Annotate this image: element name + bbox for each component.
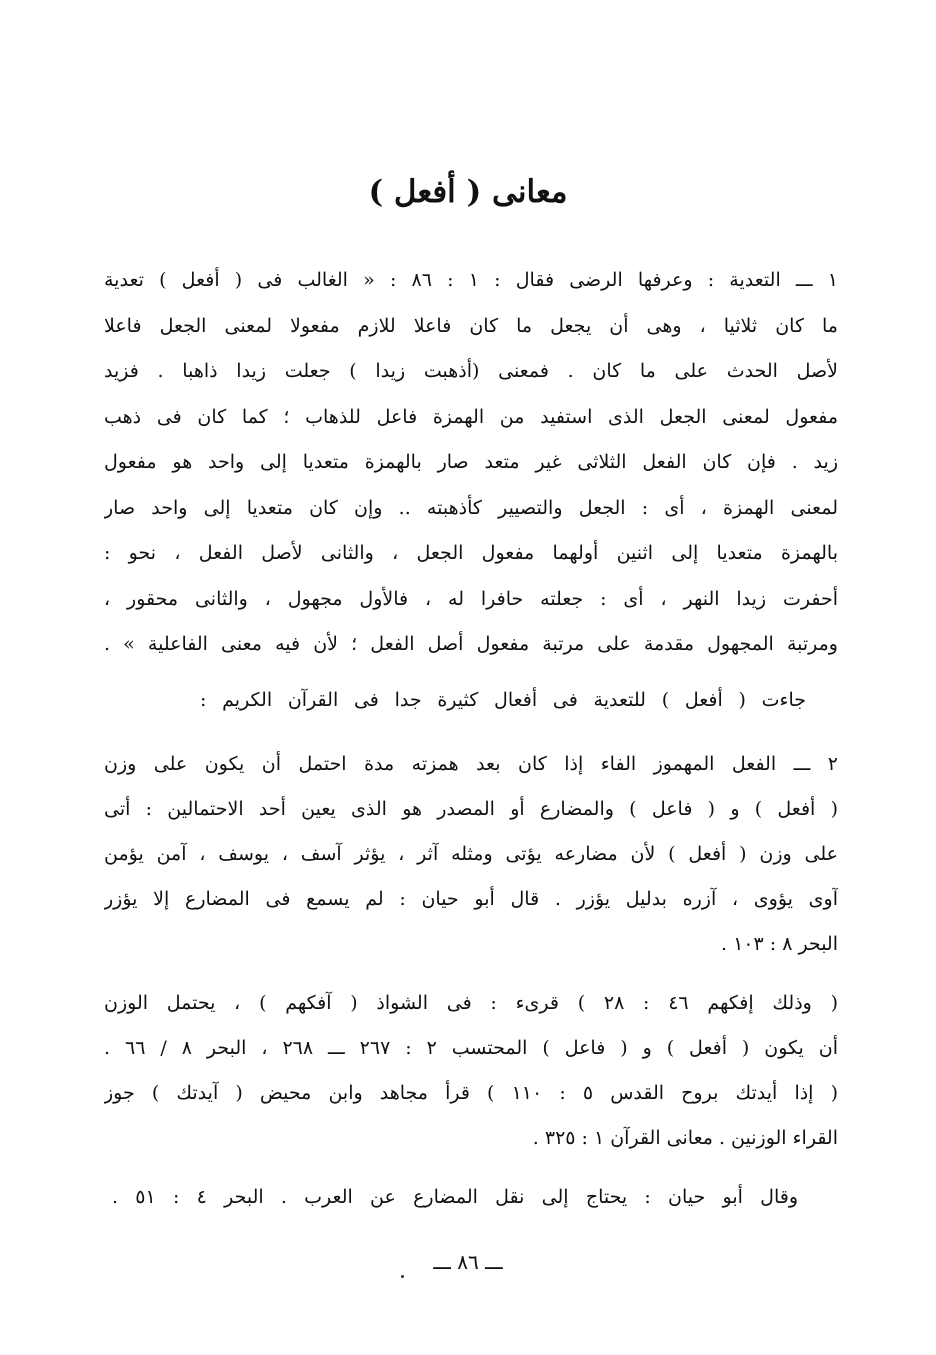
text-line: لمعنى الهمزة ، أى : الجعل والتصيير كأذهبته .. وإن كان متعديا إلى واحد صار bbox=[104, 496, 838, 519]
text-line: وقال أبو حيان : يحتاج إلى نقل المضارع عن العرب . البحر ٤ : ٥١ . bbox=[112, 1186, 798, 1208]
paragraph-abu-hayyan bbox=[112, 1175, 798, 1219]
text-line: البحر ٨ : ١٠٣ . bbox=[720, 933, 838, 955]
text-line: ( أفعل ) و ( فاعل ) والمضارع أو المصدر هو الذى يعين أحد الاحتمالين : أتى bbox=[104, 798, 838, 820]
text-line: ٢ ـــ الفعل المهموز الفاء إذا كان بعد همزته مدة احتمل أن يكون على وزن bbox=[104, 753, 838, 775]
text-line: ما كان ثلاثيا ، وهى أن يجعل ما كان فاعلا للازم مفعولا لمعنى الجعل فاعلا bbox=[104, 314, 838, 337]
paragraph-hamzated-verb bbox=[104, 742, 838, 967]
page-number: ـــ ٨٦ ـــ bbox=[433, 1250, 503, 1274]
paragraph-quran-note bbox=[200, 680, 806, 720]
text-line: زيد . فإن كان الفعل الثلاثى غير متعد صار بالهمزة متعديا إلى واحد هو مفعول bbox=[104, 451, 838, 473]
text-line: ( وذلك إفكهم ٤٦ : ٢٨ ) قرىء : فى الشواذ ( آفكهم ) ، يحتمل الوزن bbox=[104, 992, 838, 1014]
text-line: ( إذا أيدتك بروح القدس ٥ : ١١٠ ) قرأ مجاهد وابن محيض ( آيدتك ) جوز bbox=[104, 1082, 838, 1104]
text-line: بالهمزة متعديا إلى اثنين أولهما مفعول الجعل ، والثانى لأصل الفعل ، نحو : bbox=[104, 542, 838, 564]
paragraph-causative bbox=[104, 258, 838, 668]
scan-speck bbox=[401, 1275, 404, 1278]
paragraph-examples bbox=[104, 981, 838, 1161]
text-line: القراء الوزنين . معانى القرآن ١ : ٣٢٥ . bbox=[532, 1127, 838, 1149]
text-line: على وزن ( أفعل ) لأن مضارعه يؤتى ومثله آثر ، يؤثر آسف ، يوسف ، آمن يؤمن bbox=[104, 843, 838, 865]
text-line: لأصل الحدث على ما كان . فمعنى (أذهبت زيدا ) جعلت زيدا ذاهبا . فزيد bbox=[104, 360, 838, 382]
text-line: ١ ـــ التعدية : وعرفها الرضى فقال : ١ : ٨٦ : « الغالب فى ( أفعل ) تعدية bbox=[104, 269, 838, 291]
text-line: أن يكون ( أفعل ) و ( فاعل ) المحتسب ٢ : ٢٦٧ ـــ ٢٦٨ ، البحر ٨ / ٦٦ . bbox=[104, 1037, 838, 1059]
text-line: آوى يؤوى ، آزره بدليل يؤزر . قال أبو حيان : لم يسمع فى المضارع إلا يؤزر bbox=[104, 888, 838, 910]
text-line: ومرتبة المجهول مقدمة على مرتبة مفعول أصل الفعل ؛ لأن فيه معنى الفاعلية » . bbox=[104, 633, 838, 655]
text-line: أحفرت زيدا النهر ، أى : جعلته حافرا له ، فالأول مجهول ، والثانى محقور ، bbox=[104, 587, 838, 610]
page-title: معانى ( أفعل ) bbox=[368, 174, 568, 210]
text-line: جاءت ( أفعل ) للتعدية فى أفعال كثيرة جدا فى القرآن الكريم : bbox=[200, 689, 806, 711]
text-line: مفعول لمعنى الجعل الذى استفيد من الهمزة فاعل للذهاب ؛ كما كان فى ذهب bbox=[104, 405, 838, 428]
